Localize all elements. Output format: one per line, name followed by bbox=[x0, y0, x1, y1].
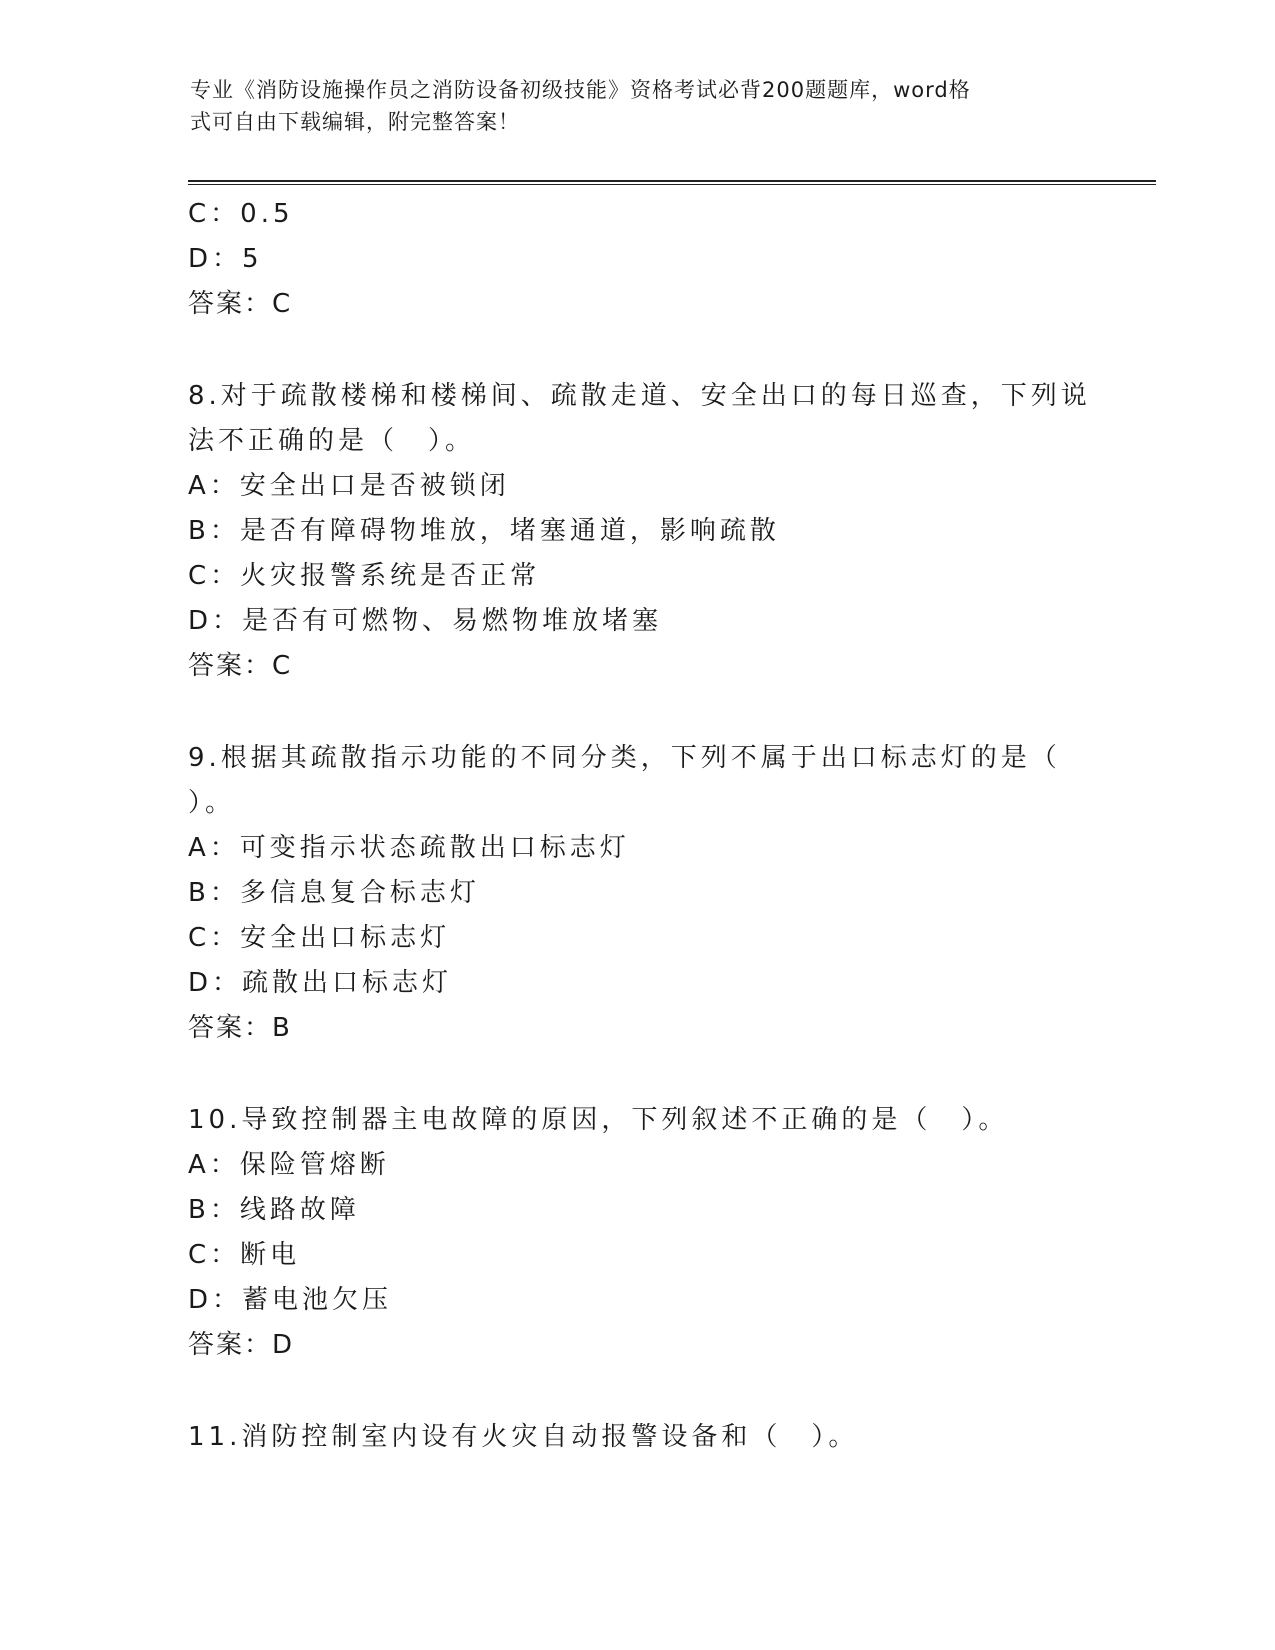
option-d: D：是否有可燃物、易燃物堆放堵塞 bbox=[188, 606, 663, 636]
option-c: C：火灾报警系统是否正常 bbox=[188, 561, 541, 591]
document-header bbox=[190, 74, 1070, 138]
option-c: C：0.5 bbox=[188, 199, 294, 229]
answer-line: 答案：B bbox=[188, 1013, 292, 1043]
option-b: B：线路故障 bbox=[188, 1195, 360, 1225]
option-d: D：5 bbox=[188, 244, 263, 274]
header-divider-thick bbox=[188, 180, 1156, 182]
option-b: B：多信息复合标志灯 bbox=[188, 878, 480, 908]
answer-line: 答案：D bbox=[188, 1330, 295, 1360]
option-c: C：安全出口标志灯 bbox=[188, 923, 451, 953]
option-c: C：断电 bbox=[188, 1240, 301, 1270]
question-block-9 bbox=[188, 736, 1088, 1051]
option-a: A：安全出口是否被锁闭 bbox=[188, 471, 510, 501]
question-stem: 8.对于疏散楼梯和楼梯间、疏散走道、安全出口的每日巡查，下列说 bbox=[188, 381, 1091, 411]
option-a: A：可变指示状态疏散出口标志灯 bbox=[188, 833, 630, 863]
header-line-2: 式可自由下载编辑，附完整答案！ bbox=[190, 110, 520, 134]
option-d: D：疏散出口标志灯 bbox=[188, 968, 453, 998]
answer-line: 答案：C bbox=[188, 651, 293, 681]
question-stem: 10.导致控制器主电故障的原因，下列叙述不正确的是（ ）。 bbox=[188, 1105, 1009, 1135]
question-stem-continued: 法不正确的是（ ）。 bbox=[188, 426, 476, 456]
question-block-10 bbox=[188, 1098, 1088, 1368]
question-stem-continued: ）。 bbox=[188, 788, 236, 818]
question-list bbox=[188, 192, 1091, 1460]
option-b: B：是否有障碍物堆放，堵塞通道，影响疏散 bbox=[188, 516, 780, 546]
question-block-8 bbox=[188, 374, 1091, 689]
option-a: A：保险管熔断 bbox=[188, 1150, 390, 1180]
option-d: D：蓄电池欠压 bbox=[188, 1285, 393, 1315]
header-divider-thin bbox=[188, 184, 1156, 185]
header-line-1: 专业《消防设施操作员之消防设备初级技能》资格考试必背200题题库，word格 bbox=[190, 78, 971, 102]
question-block-prev bbox=[188, 192, 1088, 327]
question-stem: 9.根据其疏散指示功能的不同分类，下列不属于出口标志灯的是（ bbox=[188, 743, 1061, 773]
question-block-11 bbox=[188, 1415, 1088, 1460]
question-stem: 11.消防控制室内设有火灾自动报警设备和（ ）。 bbox=[188, 1422, 859, 1452]
answer-line: 答案：C bbox=[188, 289, 293, 319]
